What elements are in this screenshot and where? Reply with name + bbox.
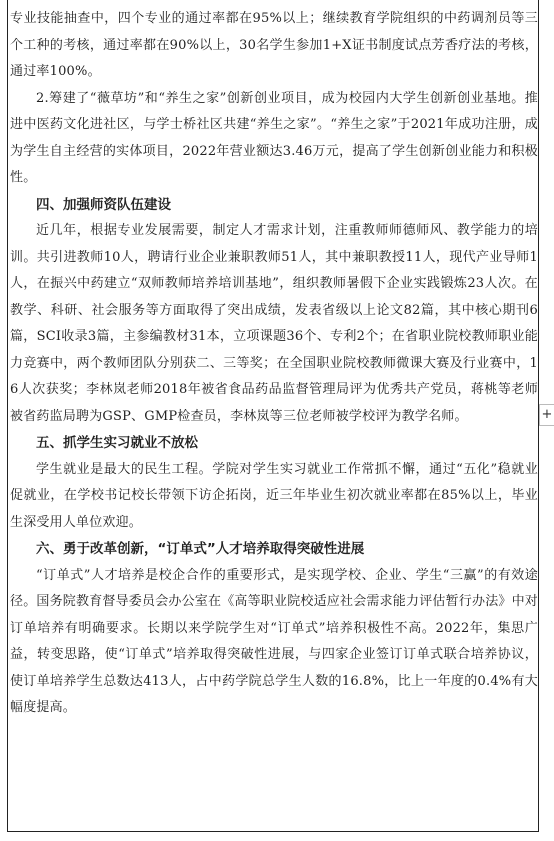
section-heading-employment: 五、抓学生实习就业不放松 [36, 435, 198, 451]
document-body [10, 6, 538, 722]
section-heading-faculty: 四、加强师资队伍建设 [36, 196, 171, 213]
paragraph-skills-check: 专业技能抽查中，四个专业的通过率都在95%以上；继续教育学院组织的中药调剂员等三个工种的考核，通过率都在90%以上，30名学生参加1+X证书制度试点芳香疗法的考核，通过率100%。 [10, 11, 538, 79]
paragraph-order-training: “订单式”人才培养是校企合作的重要形式，是实现学校、企业、学生“三赢”的有效途径。国务院教育督导委员会办公室在《高等职业院校适应社会需求能力评估暂行办法》中对订单培养有明确要求。长期以来学院学生对“订单式”培养积极性不高。2022年，集思广益，转变思路，使“订单式”培养取得突破性进展，与四家企业签订订单式联合培养协议，使订单培养学生总数达413人，占中药学院总学生人数的16.8%，比上一年度的0.4%有大幅度提高。 [10, 567, 539, 715]
expand-plus-button[interactable]: + [539, 404, 554, 426]
paragraph-employment: 学生就业是最大的民生工程。学院对学生实习就业工作常抓不懈，通过“五化”稳就业促就业，在学校书记校长带领下访企拓岗，近三年毕业生初次就业率都在85%以上，毕业生深受用人单位欢迎。 [10, 461, 538, 530]
paragraph-faculty: 近几年，根据专业发展需要，制定人才需求计划，注重教师师德师风、教学能力的培训。共引进教师10人，聘请行业企业兼职教师51人，其中兼职教授11人，现代产业导师1人，在振兴中药建立“双师教师培养培训基地”，组织教师暑假下企业实践锻炼23人次。在教学、科研、社会服务等方面取得了突出成绩，发表省级以上论文82篇，其中核心期刊6篇，SCI收录3篇，主参编教材31本，立项课题36个、专利2个；在省职业院校教师职业能力竞赛中，两个教师团队分别获二、三等奖；在全国职业院校教师微课大赛及行业赛中，16人次获奖；李林岚老师2018年被省食品药品监督管理局评为优秀共产党员，蒋桃等老师被省药监局聘为GSP、GMP检查员，李林岚等三位老师被学校评为教学名师。 [10, 223, 538, 424]
section-heading-order-training: 六、勇于改革创新，“订单式”人才培养取得突破性进展 [36, 541, 365, 557]
paragraph-innovation-projects: 2.筹建了“薇草坊”和“养生之家”创新创业项目，成为校园内大学生创新创业基地。推进中医药文化进社区，与学士桥社区共建“养生之家”。“养生之家”于2021年成功注册，成为学生自主经营的实体项目，2022年营业额达3.46万元，提高了学生创新创业能力和积极性。 [10, 90, 538, 185]
